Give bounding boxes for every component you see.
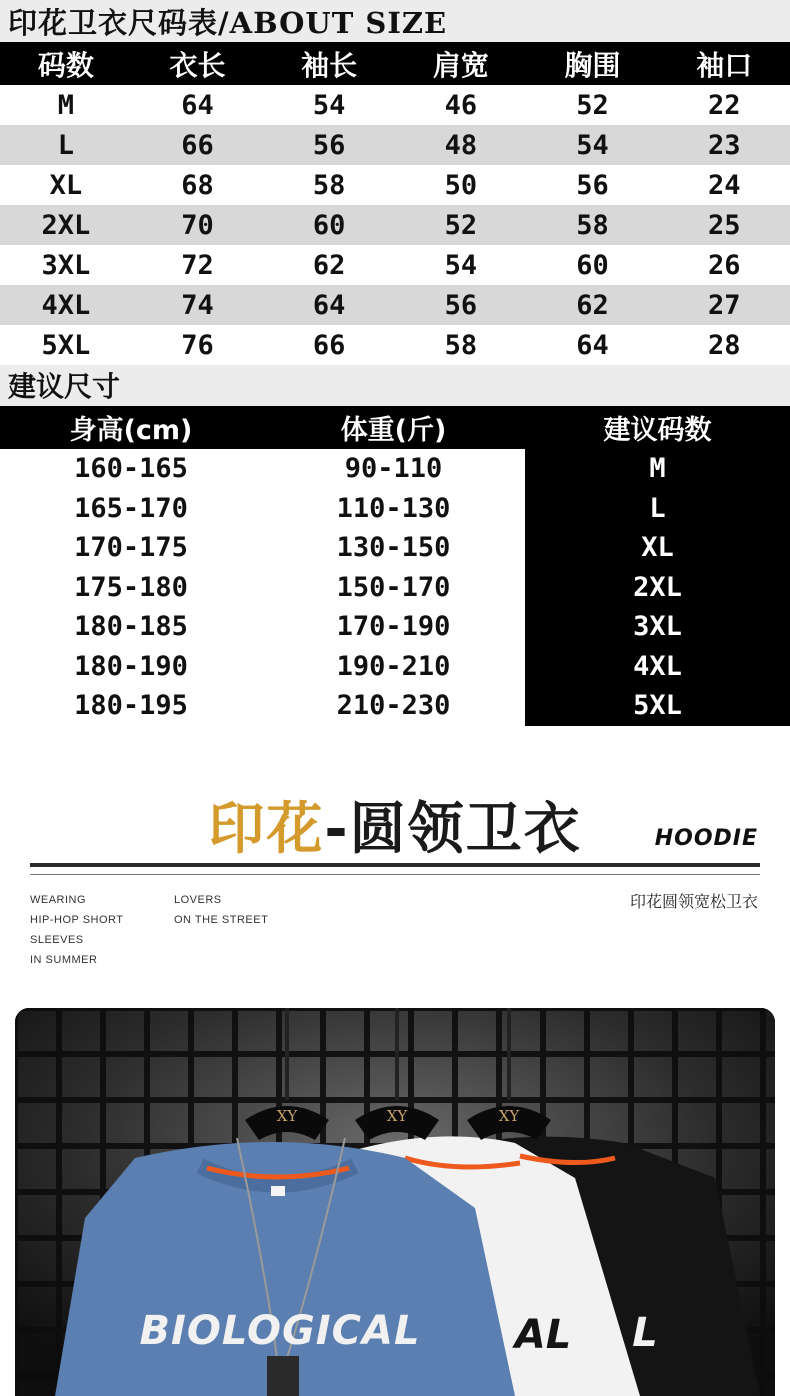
size-chart-cell: 62: [312, 249, 346, 281]
size-chart-cell: 23: [707, 129, 741, 161]
size-chart-cell: 64: [312, 289, 346, 321]
english-tagline-right: [174, 890, 268, 930]
weight-range: 110-130: [336, 492, 451, 524]
recommend-row: [0, 528, 525, 568]
tagline-line: LOVERS: [174, 894, 222, 906]
size-chart-cell: 24: [707, 169, 741, 201]
hanger-label: XY: [498, 1107, 520, 1125]
height-range: 160-165: [74, 453, 188, 485]
size-chart-row: [0, 325, 790, 365]
divider: [30, 874, 760, 875]
size-chart-cell: 64: [576, 329, 609, 361]
size-chart-cell: 66: [181, 129, 214, 161]
promo-title-dash: -: [324, 797, 350, 862]
promo-title-accent: 印花: [208, 797, 325, 862]
size-chart-cell: 58: [444, 329, 478, 361]
weight-range: 190-210: [336, 650, 451, 682]
size-chart-cell: 64: [181, 89, 214, 121]
size-chart-table: [0, 42, 790, 365]
size-chart-cell: 60: [312, 209, 346, 241]
tagline-line: IN SUMMER: [30, 954, 98, 966]
recommend-measurements: [0, 449, 525, 726]
header-cell: 身高(cm): [69, 415, 193, 446]
shirt-print: L: [632, 1310, 658, 1356]
recommend-row: [0, 568, 525, 608]
hanger-label: XY: [276, 1107, 298, 1125]
promo-subtitle: 印花圆领宽松卫衣: [629, 892, 758, 911]
tagline-line: HIP-HOP SHORT: [30, 914, 124, 926]
weight-range: 90-110: [344, 453, 443, 485]
size-chart-cell: 48: [444, 129, 478, 161]
recommend-title: 建议尺寸: [0, 365, 790, 406]
promo-title-main: 圆领卫衣: [349, 797, 582, 862]
tagline-line: WEARING: [30, 894, 87, 906]
size-chart-header-row: [0, 42, 790, 85]
height-range: 165-170: [74, 492, 188, 524]
size-chart-title: 印花卫衣尺码表/ABOUT SIZE: [0, 0, 790, 42]
english-tagline-left: [30, 890, 124, 970]
size-chart-cell: 4XL: [41, 289, 91, 321]
size-chart-cell: 50: [444, 169, 478, 201]
height-range: 170-175: [74, 532, 188, 564]
header-cell: 胸围: [564, 48, 621, 82]
header-cell: 袖长: [301, 48, 358, 82]
size-chart-row: [0, 125, 790, 165]
size-chart-row: [0, 165, 790, 205]
recommend-header-row: [0, 406, 790, 449]
size-chart-cell: 58: [576, 209, 609, 241]
height-range: 180-190: [74, 650, 188, 682]
size-chart-cell: 25: [707, 209, 741, 241]
size-chart-cell: 68: [181, 169, 214, 201]
height-range: 175-180: [74, 571, 188, 603]
weight-range: 210-230: [336, 690, 451, 722]
size-chart-row: [0, 285, 790, 325]
size-chart-cell: 56: [576, 169, 609, 201]
size-chart-cell: 52: [576, 89, 609, 121]
size-chart-cell: 56: [444, 289, 478, 321]
size-chart-cell: 60: [576, 249, 609, 281]
size-chart-cell: M: [57, 89, 74, 121]
tagline-line: ON THE STREET: [174, 914, 269, 926]
size-chart-cell: 46: [444, 89, 478, 121]
recommend-row: [0, 489, 525, 529]
shirt-print: BIOLOGICAL: [139, 1308, 421, 1354]
recommend-row: [0, 686, 525, 726]
weight-range: 170-190: [336, 611, 451, 643]
weight-range: 130-150: [336, 532, 451, 564]
recommended-size: 3XL: [633, 611, 682, 642]
product-photo: [15, 1008, 775, 1396]
product-photo-illustration: [15, 1008, 775, 1396]
size-chart-row: [0, 205, 790, 245]
weight-range: 150-170: [336, 571, 451, 603]
size-chart-cell: XL: [49, 169, 83, 201]
size-chart-cell: 62: [576, 289, 609, 321]
shirt-print: AL: [514, 1312, 572, 1358]
size-chart-cell: 56: [312, 129, 346, 161]
recommended-size: 2XL: [633, 571, 682, 603]
size-chart-cell: 26: [707, 249, 741, 281]
header-cell: 体重(斤): [340, 415, 447, 446]
size-chart-cell: 2XL: [41, 209, 91, 241]
recommended-size: XL: [641, 532, 674, 563]
divider: [30, 863, 760, 867]
size-chart-cell: 54: [312, 89, 346, 121]
size-chart-row: [0, 85, 790, 125]
header-cell: 肩宽: [432, 48, 489, 82]
size-chart-cell: 70: [181, 209, 214, 241]
size-chart-cell: 74: [181, 289, 214, 321]
recommend-row: [0, 607, 525, 647]
recommend-table: [0, 406, 790, 726]
size-chart-cell: 76: [181, 329, 214, 361]
header-cell: 码数: [37, 48, 94, 82]
size-chart-cell: 5XL: [41, 329, 91, 361]
size-chart-cell: 72: [181, 249, 214, 281]
tagline-line: SLEEVES: [30, 934, 84, 946]
size-chart-cell: L: [57, 129, 74, 161]
recommend-row: [0, 449, 525, 489]
size-chart-cell: 54: [444, 249, 478, 281]
height-range: 180-185: [74, 611, 188, 643]
size-chart-cell: 54: [576, 129, 609, 161]
header-cell: 衣长: [169, 48, 226, 82]
recommended-size: L: [649, 492, 666, 524]
height-range: 180-195: [74, 690, 188, 722]
recommended-size: 5XL: [633, 690, 682, 721]
size-chart-cell: 52: [444, 209, 478, 241]
size-chart-cell: 27: [707, 289, 741, 321]
hoodie-label: HOODIE: [654, 826, 758, 851]
size-chart-cell: 22: [707, 89, 741, 121]
size-chart-row: [0, 245, 790, 285]
header-cell: 袖口: [696, 48, 753, 82]
size-chart-cell: 66: [312, 329, 346, 361]
hanger-label: XY: [386, 1107, 408, 1125]
header-cell: 建议码数: [603, 415, 712, 446]
recommend-sizes: [525, 449, 790, 726]
recommended-size: 4XL: [633, 650, 682, 682]
size-chart-cell: 58: [312, 169, 346, 201]
size-chart-cell: 28: [707, 329, 741, 361]
size-chart-cell: 3XL: [41, 249, 91, 281]
recommend-row: [0, 647, 525, 687]
recommended-size: M: [649, 453, 666, 484]
